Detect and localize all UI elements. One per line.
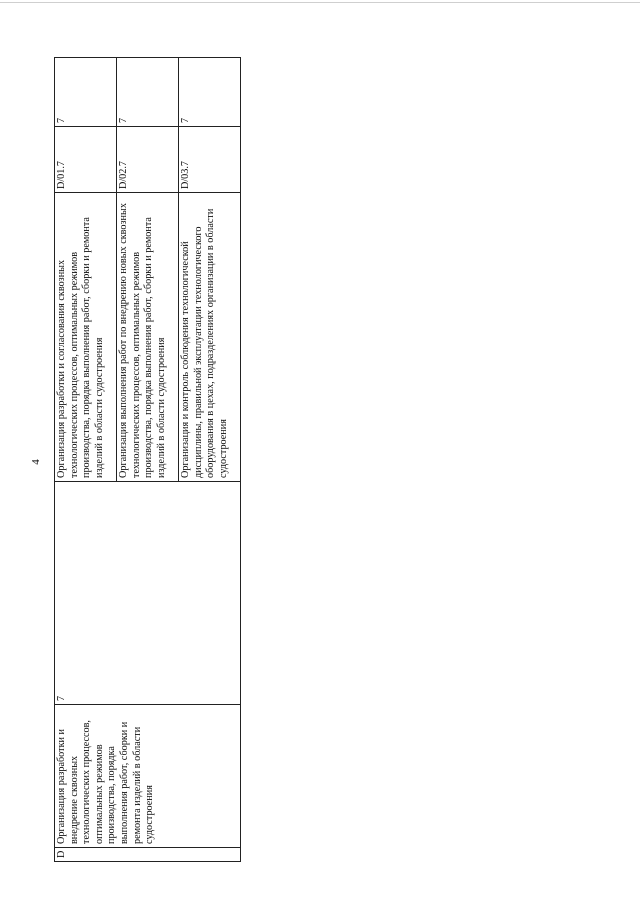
labor-function-name: Организация и контроль соблюдения технологической дисциплины, правильной эксплуатации технологического оборудования в цехах, подразделениях организации в области судостроения xyxy=(179,193,241,482)
labor-function-name: Организация выполнения работ по внедрению новых сквозных технологических процессов, оптимальных режимов производства, порядка выполнения работ, сборки и ремонта изделий в области судостроения xyxy=(117,193,179,482)
generalized-function-name: Организация разработки и внедрение сквозных технологических процессов, оптимальных режимов производства, порядка выполнения работ, сборки и ремонта изделий в области судостроения xyxy=(55,705,241,848)
labor-function-code: D/03.7 xyxy=(179,127,241,193)
table-row xyxy=(55,58,117,862)
generalized-function-code: D xyxy=(55,848,241,862)
labor-function-name: Организация разработки и согласования сквозных технологических процессов, оптимальных режимов производства, порядка выполнения работ, сборки и ремонта изделий в области судостроения xyxy=(55,193,117,482)
functions-table-rotated xyxy=(54,58,241,862)
labor-function-code: D/01.7 xyxy=(55,127,117,193)
labor-function-level: 7 xyxy=(179,58,241,127)
labor-function-code: D/02.7 xyxy=(117,127,179,193)
functions-table xyxy=(54,57,241,862)
qualification-level: 7 xyxy=(55,482,241,705)
labor-function-level: 7 xyxy=(55,58,117,127)
page-number: 4 xyxy=(30,459,42,465)
scan-edge-line xyxy=(0,2,640,3)
labor-function-level: 7 xyxy=(117,58,179,127)
